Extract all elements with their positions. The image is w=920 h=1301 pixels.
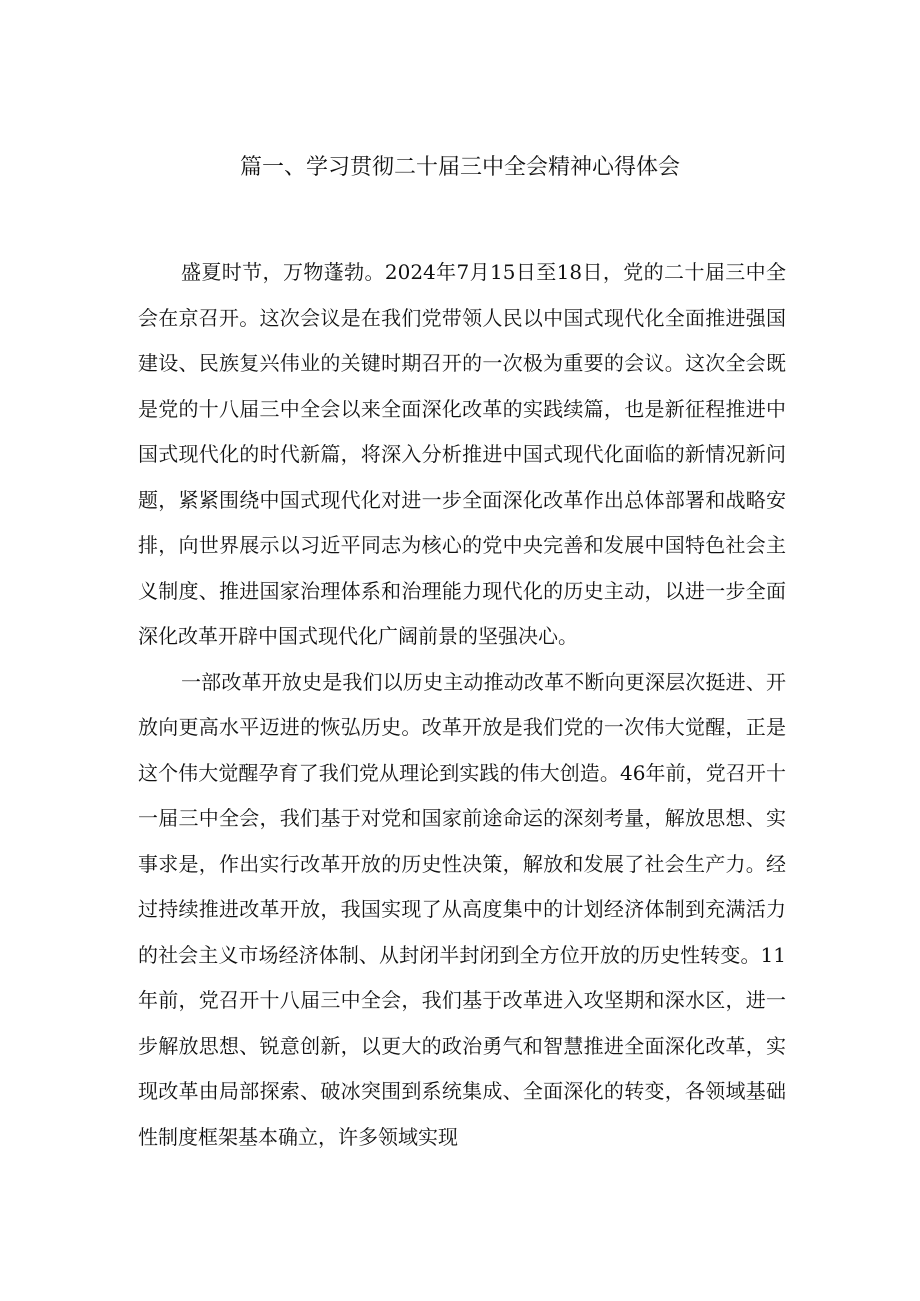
paragraph: 盛夏时节，万物蓬勃。2024年7月15日至18日，党的二十届三中全会在京召开。这次会议是在我们党带领人民以中国式现代化全面推进强国建设、民族复兴伟业的关键时期召开的一次极为重要的会议。这次全会既是党的十八届三中全会以来全面深化改革的实践续篇，也是新征程推进中国式现代化的时代新篇，将深入分析推进中国式现代化面临的新情况新问题，紧紧围绕中国式现代化对进一步全面深化改革作出总体部署和战略安排，向世界展示以习近平同志为核心的党中央完善和发展中国特色社会主义制度、推进国家治理体系和治理能力现代化的历史主动，以进一步全面深化改革开辟中国式现代化广阔前景的坚强决心。 [138, 260, 786, 648]
paragraph: 一部改革开放史是我们以历史主动推动改革不断向更深层次挺进、开放向更高水平迈进的恢弘历史。改革开放是我们党的一次伟大觉醒，正是这个伟大觉醒孕育了我们党从理论到实践的伟大创造。46年前，党召开十一届三中全会，我们基于对党和国家前途命运的深刻考量，解放思想、实事求是，作出实行改革开放的历史性决策，解放和发展了社会生产力。经过持续推进改革开放，我国实现了从高度集中的计划经济体制到充满活力的社会主义市场经济体制、从封闭半封闭到全方位开放的历史性转变。11年前，党召开十八届三中全会，我们基于改革进入攻坚期和深水区，进一步解放思想、锐意创新，以更大的政治勇气和智慧推进全面深化改革，实现改革由局部探索、破冰突围到系统集成、全面深化的转变，各领域基础性制度框架基本确立，许多领域实现 [138, 669, 786, 1149]
document-title: 篇一、学习贯彻二十届三中全会精神心得体会 [239, 155, 680, 180]
document-body [138, 250, 786, 1160]
